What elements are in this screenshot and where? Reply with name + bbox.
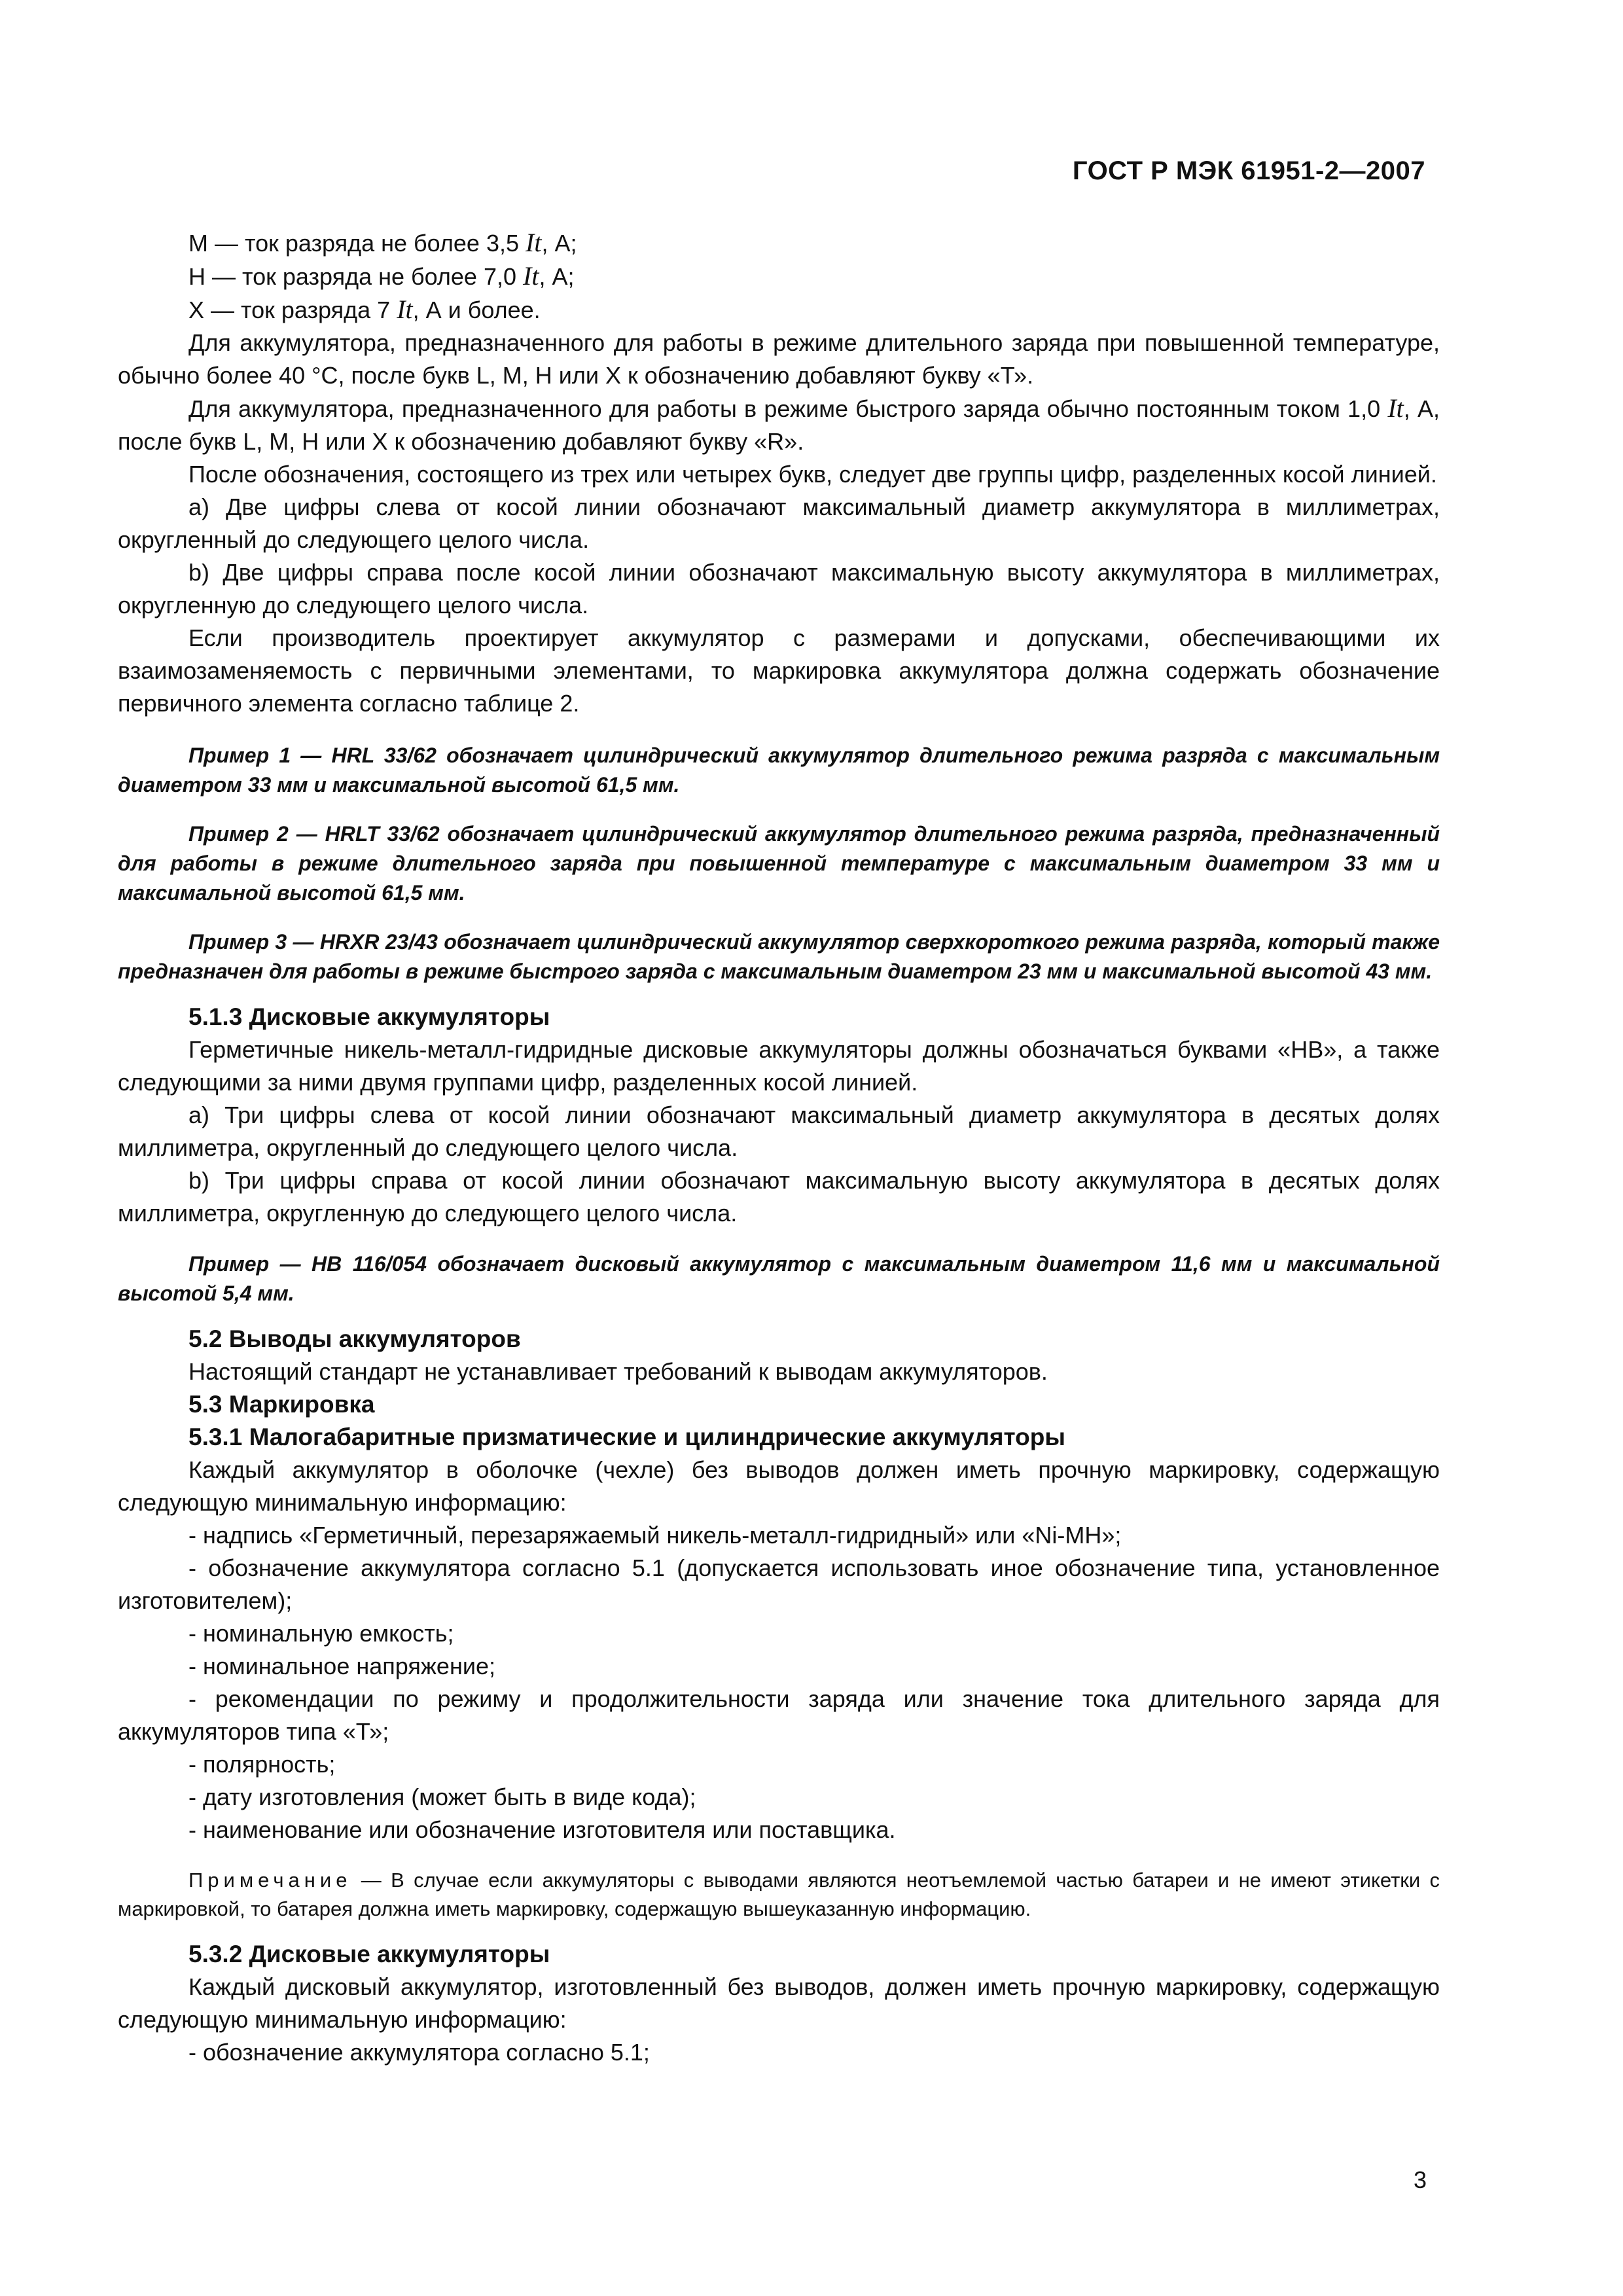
section-heading-5-3-1: 5.3.1 Малогабаритные призматические и цилиндрические аккумуляторы [188,1424,1065,1450]
list-item: - дату изготовления (может быть в виде кода); [188,1784,696,1810]
current-symbol: It [1387,393,1404,423]
current-symbol: It [526,228,542,257]
list-item: - рекомендации по режиму и продолжительности заряда или значение тока длительного заряда для аккумуляторов типа «Т»; [118,1685,1440,1745]
note [118,1866,1440,1924]
list-item: - номинальную емкость; [188,1620,454,1647]
line-x-text: X — ток разряда 7 [188,296,397,323]
list-item: - обозначение аккумулятора согласно 5.1; [188,2039,650,2066]
section-heading-5-1-3: 5.1.3 Дисковые аккумуляторы [188,1003,550,1030]
line-x-unit: , А и более. [412,296,541,323]
paragraph: b) Две цифры справа после косой линии обозначают максимальную высоту аккумулятора в миллиметрах, округленную до следующего целого числа. [118,559,1440,619]
paragraph: b) Три цифры справа от косой линии обозначают максимальную высоту аккумулятора в десятых долях миллиметра, округленную до следующего целого числа. [118,1167,1440,1227]
list-item: - полярность; [188,1751,336,1778]
paragraph: а) Две цифры слева от косой линии обозначают максимальный диаметр аккумулятора в миллиметрах, округленный до следующего целого числа. [118,493,1440,553]
paragraph: Герметичные никель-металл-гидридные дисковые аккумуляторы должны обозначаться буквами «НВ», а также следующими за ними двумя группами цифр, разделенных косой линией. [118,1036,1440,1096]
paragraph: а) Три цифры слева от косой линии обозначают максимальный диаметр аккумулятора в десятых долях миллиметра, округленный до следующего целого числа. [118,1102,1440,1161]
list-item: - наименование или обозначение изготовителя или поставщика. [188,1816,896,1843]
list-item: - надпись «Герметичный, перезаряжаемый никель-металл-гидридный» или «Ni-MH»; [188,1522,1122,1549]
line-h-unit: , А; [539,263,575,290]
paragraph: Если производитель проектирует аккумулятор с размерами и допусками, обеспечивающими их взаимозаменяемость с первичными элементами, то маркировка аккумулятора должна содержать обозначение первичного элемента согласно таблице 2. [118,624,1440,717]
document-header: ГОСТ Р МЭК 61951-2—2007 [1072,156,1425,185]
list-item: - обозначение аккумулятора согласно 5.1 (допускается использовать иное обозначение типа, установленное изготовителем); [118,1554,1440,1614]
page-number: 3 [1413,2166,1427,2193]
paragraph [118,392,1440,458]
current-symbol: It [523,261,539,291]
paragraph: Каждый дисковый аккумулятор, изготовленный без выводов, должен иметь прочную маркировку, содержащую следующую минимальную информацию: [118,1973,1440,2033]
paragraph-text: , А, после букв L, М, Н или X к обозначению добавляют букву «R». [118,395,1440,455]
note-text: — В случае если аккумуляторы с выводами являются неотъемлемой частью батареи и не имеют этикетки с маркировкой, то батарея должна иметь маркировку, содержащую вышеуказанную информацию. [118,1869,1440,1920]
section-heading-5-3-2: 5.3.2 Дисковые аккумуляторы [188,1941,550,1967]
note-label: Примечание [188,1869,352,1892]
list-item: - номинальное напряжение; [188,1653,495,1679]
current-symbol: It [397,295,413,324]
line-h-text: Н — ток разряда не более 7,0 [188,263,523,290]
section-heading-5-3: 5.3 Маркировка [188,1391,375,1418]
line-m [118,226,1440,260]
line-h [118,260,1440,293]
example-3: Пример 3 — HRXR 23/43 обозначает цилиндрический аккумулятор сверхкороткого режима разряда, который также предназначен для работы в режиме быстрого заряда с максимальным диаметром 23 мм и максимальной высотой 43 мм. [118,930,1440,983]
section-heading-5-2: 5.2 Выводы аккумуляторов [188,1325,521,1352]
paragraph: Каждый аккумулятор в оболочке (чехле) без выводов должен иметь прочную маркировку, содержащую следующую минимальную информацию: [118,1456,1440,1516]
line-m-text: М — ток разряда не более 3,5 [188,230,526,257]
paragraph-text: Для аккумулятора, предназначенного для работы в режиме быстрого заряда обычно постоянным током 1,0 [188,395,1388,422]
paragraph: После обозначения, состоящего из трех или четырех букв, следует две группы цифр, разделенных косой линией. [188,461,1437,488]
example-2: Пример 2 — HRLT 33/62 обозначает цилиндрический аккумулятор длительного режима разряда, предназначенный для работы в режиме длительного заряда при повышенной температуре с максимальным диаметром 33 мм и максимальной высотой 61,5 мм. [118,822,1440,905]
example-1: Пример 1 — HRL 33/62 обозначает цилиндрический аккумулятор длительного режима разряда с максимальным диаметром 33 мм и максимальной высотой 61,5 мм. [118,744,1440,797]
line-m-unit: , А; [541,230,577,257]
line-x [118,293,1440,327]
paragraph: Настоящий стандарт не устанавливает требований к выводам аккумуляторов. [188,1358,1048,1385]
paragraph: Для аккумулятора, предназначенного для работы в режиме длительного заряда при повышенной температуре, обычно более 40 °С, после букв L, М, Н или X к обозначению добавляют букву «Т». [118,329,1440,389]
example-4: Пример — НВ 116/054 обозначает дисковый аккумулятор с максимальным диаметром 11,6 мм и максимальной высотой 5,4 мм. [118,1252,1440,1305]
document-body [118,226,1440,2069]
